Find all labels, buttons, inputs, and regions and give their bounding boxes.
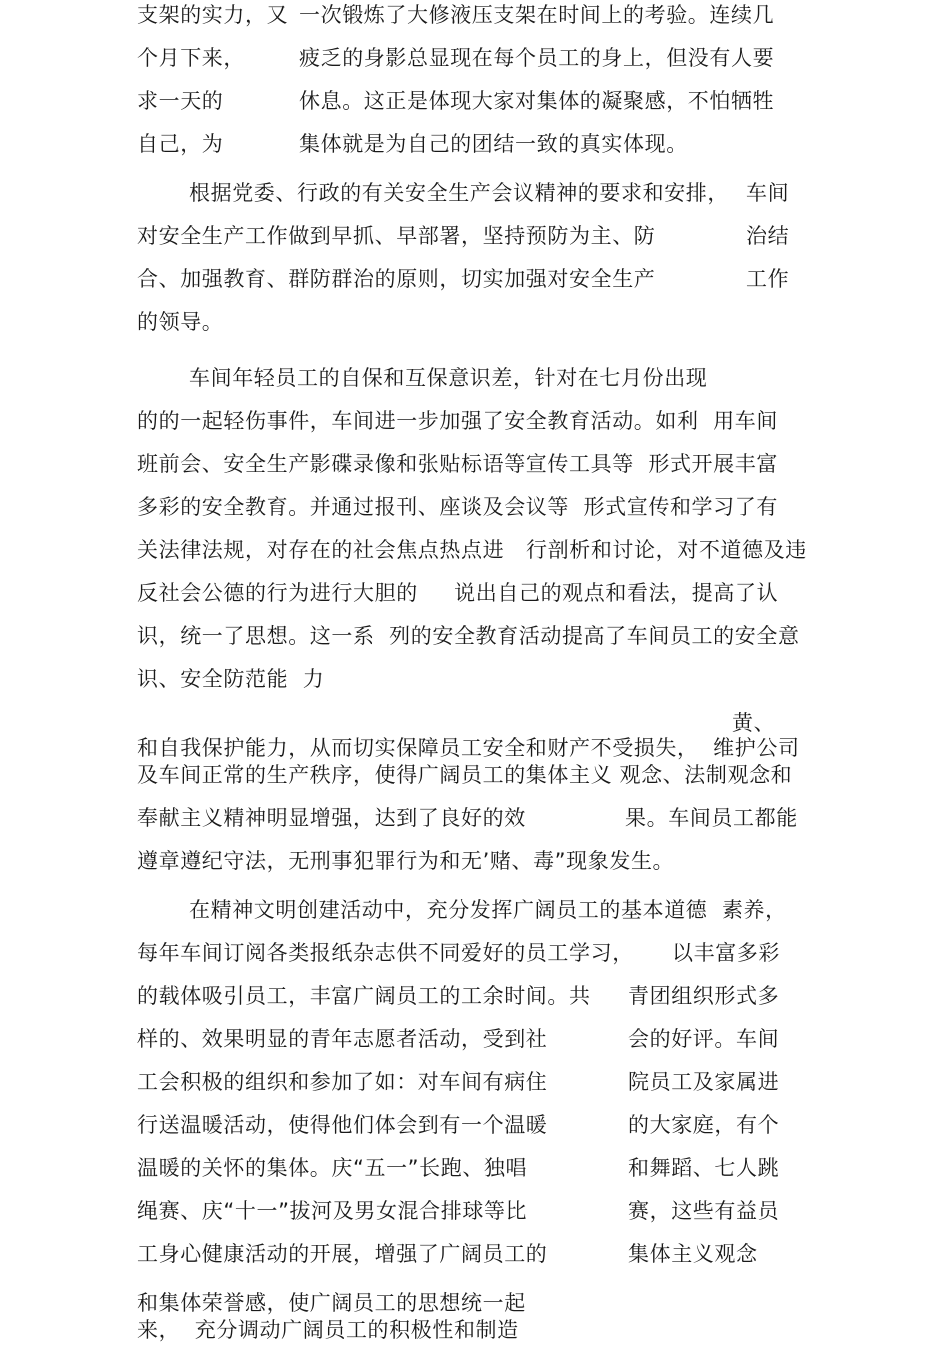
text-line: 工会积极的组织和参加了如：对车间有病住 <box>137 1070 548 1094</box>
text-line: 工身心健康活动的开展，增强了广阔员工的 <box>137 1242 548 1266</box>
text-line: 个月下来， <box>137 46 245 70</box>
text-line: 多彩的安全教育。并通过报刊、座谈及会议等 形式宣传和学习了有 <box>137 495 778 519</box>
text-line: 集体就是为自己的团结一致的真实体现。 <box>299 132 688 156</box>
text-line: 休息。这正是体现大家对集体的凝聚感，不怕牺牲 <box>299 89 775 113</box>
text-line: 集体主义观念 <box>628 1242 758 1266</box>
text-line: 合、加强教育、群防群治的原则，切实加强对安全生产 <box>137 267 656 291</box>
text-line: 会的好评。车间 <box>628 1027 780 1051</box>
text-line: 工作 <box>746 267 790 291</box>
text-line: 一次锻炼了大修液压支架在时间上的考验。连续几 <box>299 3 775 27</box>
text-line: 治结 <box>746 224 790 248</box>
text-line: 班前会、安全生产影碟录像和张贴标语等宣传工具等 形式开展丰富 <box>137 452 778 476</box>
text-line: 和集体荣誉感，使广阔员工的思想统一起 <box>137 1291 526 1315</box>
text-line: 的载体吸引员工，丰富广阔员工的工余时间。共 <box>137 984 591 1008</box>
text-line: 自己，为 <box>137 132 224 156</box>
text-line: 赛，这些有益员 <box>628 1199 780 1223</box>
text-line: 绳赛、庆“十一”拔河及男女混合排球等比 <box>137 1199 528 1223</box>
text-line: 青团组织形式多 <box>628 984 780 1008</box>
text-line: 的领导。 <box>137 310 224 334</box>
text-line: 奉献主义精神明显增强，达到了良好的效 <box>137 806 526 830</box>
text-line: 院员工及家属进 <box>628 1070 780 1094</box>
text-line: 果。车间员工都能 <box>625 806 798 830</box>
text-line: 车间 <box>746 181 790 205</box>
text-line: 支架的实力，又 <box>137 3 289 27</box>
text-line: 每年车间订阅各类报纸杂志供不同爱好的员工学习， <box>137 941 634 965</box>
text-line: 以丰富多彩 <box>672 941 780 965</box>
text-line: 求一天的 <box>137 89 224 113</box>
text-line: 温暖的关怀的集体。庆“五一”长跑、独唱 <box>137 1156 528 1180</box>
text-line: 行送温暖活动，使得他们体会到有一个温暖 <box>137 1113 548 1137</box>
text-line: 样的、效果明显的青年志愿者活动，受到社 <box>137 1027 548 1051</box>
text-line: 和舞蹈、七人跳 <box>628 1156 780 1180</box>
text-line: 黄、 <box>732 711 776 735</box>
text-line: 及车间正常的生产秩序，使得广阔员工的集体主义 观念、法制观念和 <box>137 763 793 787</box>
text-line: 识、安全防范能 力 <box>137 667 325 691</box>
text-line: 识，统一了思想。这一系 列的安全教育活动提高了车间员工的安全意 <box>137 624 800 648</box>
text-line: 对安全生产工作做到早抓、早部署，坚持预防为主、防 <box>137 224 656 248</box>
text-line: 关法律法规，对存在的社会焦点热点进 行剖析和讨论，对不道德及违 <box>137 538 807 562</box>
text-line: 疲乏的身影总显现在每个员工的身上，但没有人要 <box>299 46 775 70</box>
text-line: 来， 充分调动广阔员工的积极性和制造 <box>137 1318 519 1342</box>
text-line: 根据党委、行政的有关安全生产会议精神的要求和安排， <box>189 181 729 205</box>
text-line: 遵章遵纪守法，无刑事犯罪行为和无’赌、毒”现象发生。 <box>137 849 675 873</box>
text-line: 反社会公德的行为进行大胆的 说出自己的观点和看法，提高了认 <box>137 581 779 605</box>
text-line: 的大家庭，有个 <box>628 1113 780 1137</box>
text-line: 在精神文明创建活动中，充分发挥广阔员工的基本道德 素养， <box>189 898 787 922</box>
text-line: 的的一起轻伤事件，车间进一步加强了安全教育活动。如利 用车间 <box>137 409 778 433</box>
text-line: 和自我保护能力，从而切实保障员工安全和财产不受损失， 维护公司 <box>137 736 800 760</box>
text-line: 车间年轻员工的自保和互保意识差，针对在七月份出现 <box>189 366 708 390</box>
